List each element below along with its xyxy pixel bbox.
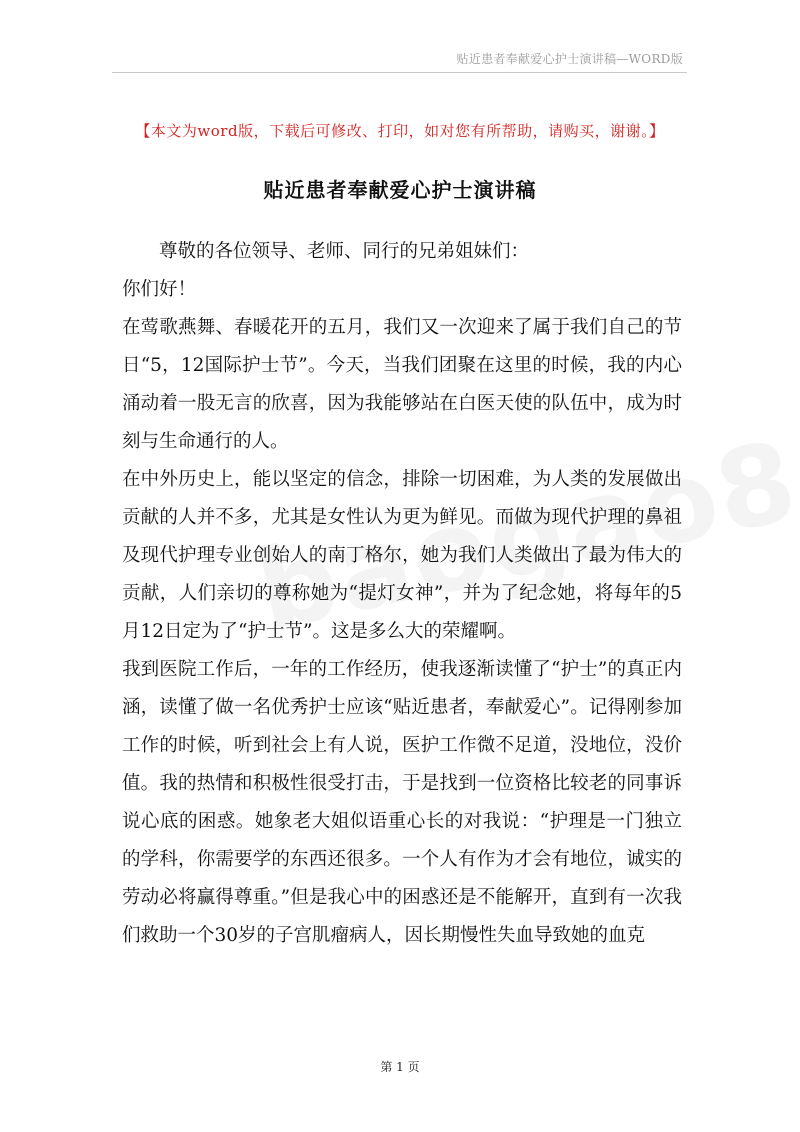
- running-header: 贴近患者奉献爱心护士演讲稿—WORD版: [456, 52, 683, 66]
- download-notice: 【本文为word版，下载后可修改、打印，如对您有所帮助，请购买，谢谢。】: [135, 122, 665, 140]
- salutation: 尊敬的各位领导、老师、同行的兄弟姐妹们：: [159, 241, 530, 262]
- header-divider: [112, 72, 687, 73]
- greeting: 你们好！: [122, 279, 197, 300]
- body-paragraph: 在中外历史上，能以坚定的信念，排除一切困难，为人类的发展做出贡献的人并不多，尤其是女性认为更为鲜见。而做为现代护理的鼻祖及现代护理专业创始人的南丁格尔，她为我们人类做出了最为伟大的贡献，人们亲切的尊称她为“提灯女神”，并为了纪念她，将每年的5月12日定为了“护士节”。这是多么大的荣耀啊。: [122, 469, 682, 642]
- page-number: 第 1 页: [380, 1060, 420, 1074]
- body-paragraph: 在莺歌燕舞、春暖花开的五月，我们又一次迎来了属于我们自己的节日“5，12国际护士节”。今天，当我们团聚在这里的时候，我的内心涌动着一股无言的欣喜，因为我能够站在白医天使的队伍中，成为时刻与生命通行的人。: [122, 317, 682, 452]
- document-body: [122, 233, 682, 955]
- document-title: 贴近患者奉献爱心护士演讲稿: [263, 178, 537, 202]
- body-paragraph: 我到医院工作后，一年的工作经历，使我逐渐读懂了“护士”的真正内涵，读懂了做一名优秀护士应该“贴近患者，奉献爱心”。记得刚参加工作的时候，听到社会上有人说，医护工作微不足道，没地位，没价值。我的热情和积极性很受打击，于是找到一位资格比较老的同事诉说心底的困惑。她象老大姐似语重心长的对我说：“护理是一门独立的学科，你需要学的东西还很多。一个人有作为才会有地位，诚实的劳动必将赢得尊重。”但是我心中的困惑还是不能解开，直到有一次我们救助一个30岁的子宫肌瘤病人，因长期慢性失血导致她的血克: [122, 659, 682, 946]
